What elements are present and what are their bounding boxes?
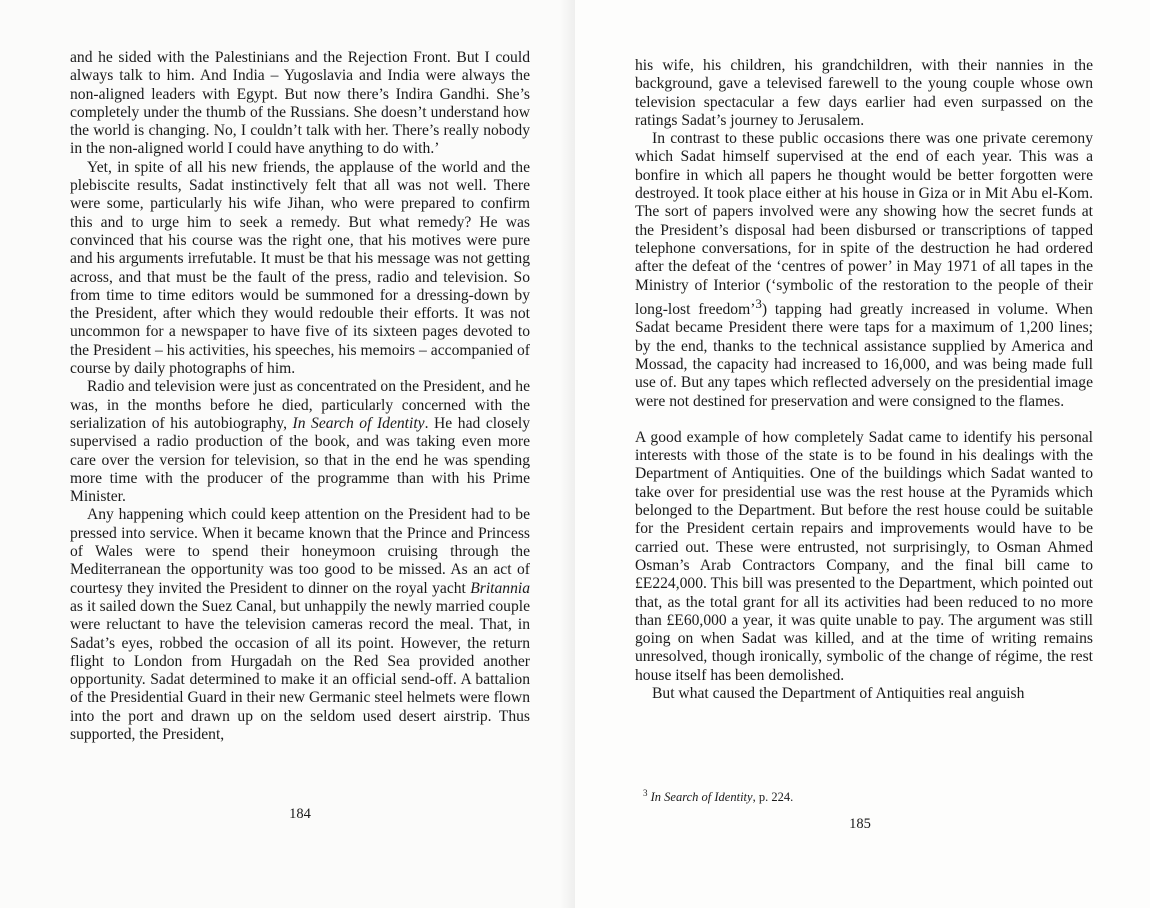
paragraph: Yet, in spite of all his new friends, the applause of the world and the plebiscite results, Sadat instinctively felt that all was not well. There were some, particularly his wife Jihan, who were prepared to confirm this and to urge him to seek a remedy. But what remedy? He was convinced that his course was the right one, that his motives were pure and his arguments irrefutable. It must be that his message was not getting across, and that must be the fault of the press, radio and television. So from time to time editors would be summoned for a dressing-down by the President, after which they would redouble their efforts. It was not uncommon for a newspaper to have five of its sixteen pages devoted to the President – his activities, his speeches, his memoirs – accompanied of course by daily photographs of him. (70, 158, 530, 378)
footnote: $^3$ In Search of Identity, p. 224. (643, 788, 794, 805)
left-page-text (70, 49, 530, 744)
page-number: 184 (289, 806, 311, 822)
footnote-marker: 3 (755, 295, 762, 311)
right-page (575, 0, 1150, 908)
paragraph: In contrast to these public occasions there was one private ceremony which Sadat himself supervised at the end of each year. This was a bonfire in which all papers he thought would be better forgotten were destroyed. It took place either at his house in Giza or in Mit Abu el-Kom. The sort of papers involved were any showing how the secret funds at the President’s disposal had been disbursed or transcriptions of tapped telephone conversations, for in spite of the destruction he had ordered after the defeat of the ‘centres of power’ in May 1971 of all tapes in the Ministry of Interior (‘symbolic of the restoration to the people of their long-lost freedom’$^3$) tapping had greatly increased in volume. When Sadat became President there were taps for a maximum of 1,200 lines; by the end, thanks to the technical assistance supplied by America and Mossad, the capacity had increased to 16,000, and was being made full use of. But any tapes which reflected adversely on the presidential image were not destined for preservation and were consigned to the flames. (635, 130, 1093, 410)
right-page-text (635, 57, 1093, 703)
paragraph: Any happening which could keep attention on the President had to be pressed into service. When it became known that the Prince and Princess of Wales were to spend their honeymoon cruising through the Mediterranean the opportunity was too good to be missed. As an act of courtesy they invited the President to dinner on the royal yacht Britannia as it sailed down the Suez Canal, but unhappily the newly married couple were reluctant to have the television cameras record the meal. That, in Sadat’s eyes, robbed the occasion of all its point. However, the return flight to London from Hurgadah on the Red Sea provided another opportunity. Sadat determined to make it an official send-off. A battalion of the Presidential Guard in their new Germanic steel helmets were flown into the port and drawn up on the seldom used desert airstrip. Thus supported, the President, (70, 506, 530, 743)
paragraph: A good example of how completely Sadat came to identify his personal interests with those of the state is to be found in his dealings with the Department of Antiquities. One of the buildings which Sadat wanted to take over for presidential use was the rest house at the Pyramids which belonged to the Department. But before the rest house could be suitable for the President certain repairs and improvements would have to be carried out. These were entrusted, not surprisingly, to Osman Ahmed Osman’s Arab Contractors Company, and the final bill came to £E224,000. This bill was presented to the Department, which pointed out that, as the total grant for all its activities had been reduced to no more than £E60,000 a year, it was quite unable to pay. The argument was still going on when Sadat was killed, and at the time of writing remains unresolved, though ironically, symbolic of the change of régime, the rest house itself has been demolished. (635, 428, 1093, 684)
paragraph: and he sided with the Palestinians and the Rejection Front. But I could always talk to him. And India – Yugoslavia and India were always the non-aligned leaders with Egypt. But now there’s Indira Gandhi. She’s completely under the thumb of the Russians. She doesn’t understand how the world is changing. No, I couldn’t talk with her. There’s really nobody in the non-aligned world I could have anything to do with.’ (70, 49, 530, 158)
book-title: In Search of Identity (292, 414, 425, 432)
paragraph: But what caused the Department of Antiquities real anguish (652, 684, 1025, 702)
page-number: 185 (849, 816, 871, 832)
yacht-name: Britannia (470, 579, 530, 597)
paragraph: Radio and television were just as concentrated on the President, and he was, in the months before he died, particularly concerned with the serialization of his autobiography, In Search of Identity. He had closely supervised a radio production of the book, and was taking even more care over the version for television, so that in the end he was spending more time with the producer of the programme than with his Prime Minister. (70, 378, 530, 506)
paragraph: his wife, his children, his grandchildren, with their nannies in the background, gave a televised farewell to the young couple whose own television spectacular a few days earlier had even surpassed on the ratings Sadat’s journey to Jerusalem. (635, 57, 1093, 129)
